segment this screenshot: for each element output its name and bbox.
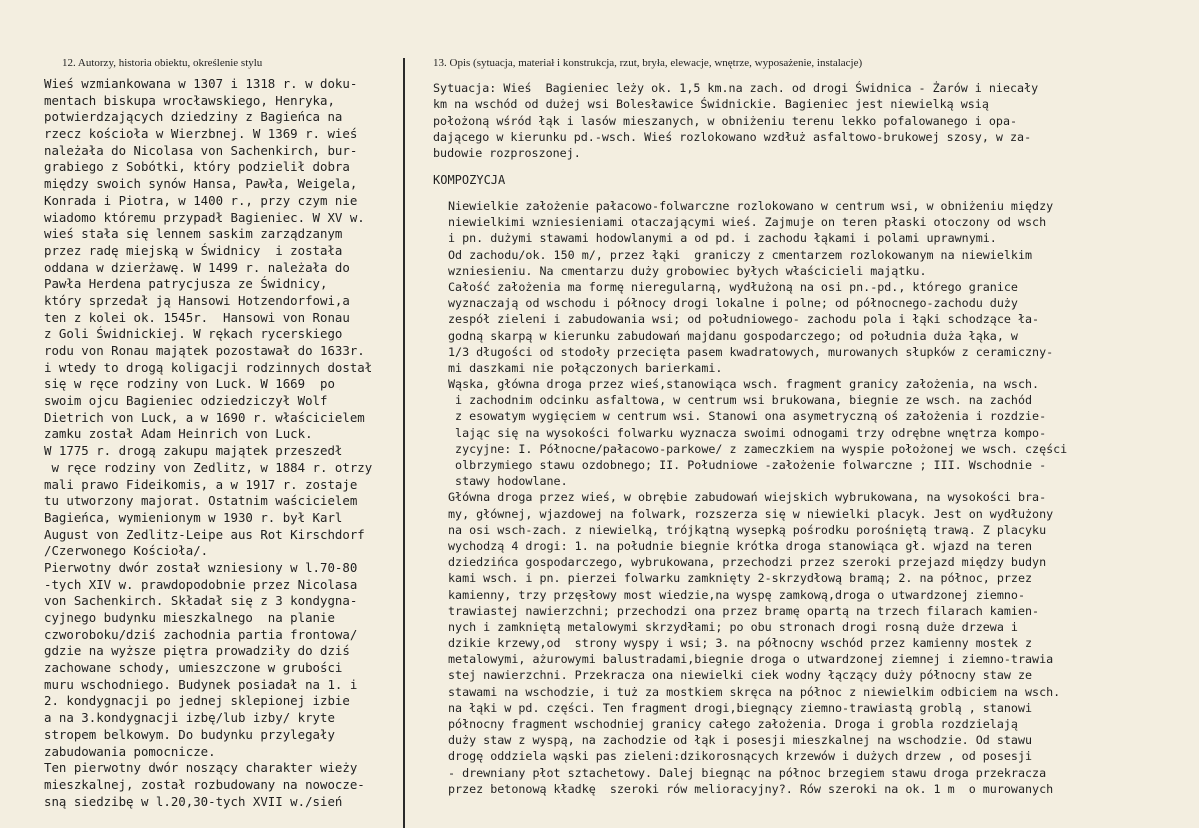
text-line: duży staw z wyspą, na zachodzie od łąk i posesji mieszkalnej na wschodzie. Od stawu — [448, 733, 1033, 748]
right-column-header: 13. Opis (sytuacja, materiał i konstrukcja, rzut, bryła, elewacje, wnętrze, wyposażenie, instalacje) — [433, 57, 863, 69]
text-line: /Czerwonego Kościoła/. — [44, 543, 209, 559]
left-column-header: 12. Autorzy, historia obiektu, określenie stylu — [62, 57, 263, 69]
text-line: potwierdzających dziedziny z Bagieńca na — [44, 109, 343, 125]
text-line: von Sachenkirch. Składał się z 3 kondygna- — [44, 593, 358, 609]
text-line: dziedzińca gospodarczego, wybrukowana, przechodzi przez szeroki przejazd między budyn — [448, 555, 1047, 570]
text-line: Całość założenia ma formę nieregularną, wydłużoną na osi pn.-pd., którego granice — [448, 279, 1018, 294]
text-line: drogę oddziela wąski pas zieleni:dzikorosnących krzewów i dużych drzew , od posesji — [448, 749, 1033, 764]
text-line: 1/3 długości od stodoły przecięta pasem kwadratowych, murowanych słupków z ceramiczny- — [448, 344, 1054, 359]
text-line: Wąska, główna droga przez wieś,stanowiąca wsch. fragment granicy założenia, na wsch. — [448, 377, 1040, 392]
text-line: z esowatym wygięciem w centrum wsi. Stanowi ona asymetryczną oś założenia i rozdzie- — [448, 409, 1047, 424]
text-line: Pawła Herdena patrycjusza ze Świdnicy, — [44, 276, 328, 292]
text-line: wieś stała się lennem saskim zarządzanym — [44, 226, 343, 242]
text-line: Główna droga przez wieś, w obrębie zabudowań wiejskich wybrukowana, na wysokości bra- — [448, 490, 1047, 505]
text-line: swoim ojcu Bagieniec odziedziczył Wolf — [44, 393, 328, 409]
situation-text — [433, 80, 1185, 161]
text-line: wychodzą 4 drogi: 1. na południe biegnie krótka droga stanowiąca gł. wjazd na teren — [448, 538, 1033, 553]
text-line: metalowymi, ażurowymi balustradami,biegnie droga o utwardzonej ziemnej i ziemno-trawia — [448, 652, 1054, 667]
text-line: tu utworzony majorat. Ostatnim waścicielem — [44, 493, 358, 509]
text-line: rzecz kościoła w Wierzbnej. W 1369 r. wieś — [44, 126, 358, 142]
text-line: między swoich synów Hansa, Pawła, Weigela, — [44, 176, 358, 192]
text-line: km na wschód od dużej wsi Bolesławice Świdnickie. Bagieniec jest niewielką wsią — [433, 97, 989, 112]
text-line: - drewniany płot sztachetowy. Dalej biegnąc na północ brzegiem stawu droga przekracza — [448, 765, 1047, 780]
text-line: stawy hodowlane. — [448, 474, 568, 489]
text-line: trawiastej nawierzchni; przechodzi ona przez bramę opartą na trzech filarach kamien- — [448, 603, 1040, 618]
text-line: 2. kondygnacji po jednej sklepionej izbie — [44, 693, 350, 709]
text-line: stawami na wschodzie, i tuż za mostkiem skręca na północ z niewielkim odbiciem na wsch. — [448, 684, 1061, 699]
text-line: przez radę miejską w Świdnicy i została — [44, 242, 343, 258]
text-line: zespół zieleni i zabudowania wsi; od południowego- zachodu pola i łąki schodzące ła- — [448, 312, 1040, 327]
composition-heading: KOMPOZYCJA — [433, 173, 506, 187]
text-line: Od zachodu/ok. 150 m/, przez łąki graniczy z cmentarzem rozlokowanym na niewielkim — [448, 247, 1033, 262]
text-line: rodu von Ronau majątek pozostawał do 1633r. — [44, 343, 365, 358]
text-line: który sprzedał ją Hansowi Hotzendorfowi,a — [44, 292, 350, 308]
text-line: Pierwotny dwór został wzniesiony w l.70-80 — [44, 559, 358, 575]
text-line: położoną wśród łąk i lasów mieszanych, w obniżeniu terenu lekko pofalowanego i opa- — [433, 113, 1018, 128]
text-line: muru wschodniego. Budynek posiadał na 1. i — [44, 676, 358, 692]
text-line: -tych XIV w. prawdopodobnie przez Nicolasa — [44, 576, 358, 592]
text-line: zachowane schody, umieszczone w grubości — [44, 660, 343, 676]
text-line: przez betonową kładkę szeroki rów melioracyjny?. Rów szeroki na ok. 1 m o murowanych — [448, 781, 1054, 796]
text-line: lając się na wysokości folwarku wyznacza swoimi odnogami trzy odrębne wnętrza kompo- — [448, 425, 1047, 440]
text-line: grabiego z Sobótki, który podzielił dobra — [44, 159, 350, 175]
text-line: ten z kolei ok. 1545r. Hansowi von Ronau — [44, 309, 350, 325]
text-line: kamienny, trzy przęsłowy most wiedzie,na wyspę zamkową,droga o utwardzonej ziemno- — [448, 587, 1025, 602]
text-line: z Goli Świdnickiej. W rękach rycerskiego — [44, 326, 343, 342]
composition-text — [448, 198, 1190, 797]
text-line: wyznaczają od wschodu i północy drogi lokalne i polne; od północnego-zachodu duży — [448, 296, 1018, 311]
text-line: my, głównej, wjazdowej na folwark, rozszerza się w niewielki placyk. Jest on wydłużony — [448, 506, 1054, 521]
text-line: dającego w kierunku pd.-wsch. Wieś rozlokowano wzdłuż asfaltowo-brukowej szosy, w za- — [433, 129, 1032, 144]
text-line: budowie rozproszonej. — [433, 146, 581, 161]
text-line: wiadomo któremu przypadł Bagieniec. W XV w. — [44, 209, 365, 225]
text-line: dzikie krzewy,od strony wyspy i wsi; 3. na północny wschód przez kamienny mostek z — [448, 636, 1033, 651]
text-line: mieszkalnej, został rozbudowany na nowocze- — [44, 776, 365, 792]
text-line: zycyjne: I. Północne/pałacowo-parkowe/ z zameczkiem na wyspie położonej we wsch. części — [448, 441, 1068, 456]
text-line: zabudowania pomocnicze. — [44, 743, 216, 759]
text-line: Wieś wzmiankowana w 1307 i 1318 r. w doku- — [44, 76, 358, 91]
text-line: i wtedy to drogą koligacji rodzinnych dostał — [44, 359, 373, 375]
text-line: oddana w dzierżawę. W 1499 r. należała do — [44, 259, 350, 275]
text-line: gdzie na wyższe piętra prowadziły do dziś — [44, 643, 350, 659]
text-line: na osi wsch-zach. z niewielką, trójkątną wysepką pośrodku porośniętą trawą. Z placyku — [448, 522, 1047, 537]
text-line: sną siedzibę w l.20,30-tych XVII w./sień — [44, 793, 343, 809]
text-line: zamku został Adam Heinrich von Luck. — [44, 426, 313, 442]
text-line: na łąki w pd. części. Ten fragment drogi,biegnący ziemno-trawiastą groblą , stanowi — [448, 700, 1033, 715]
text-line: August von Zedlitz-Leipe aus Rot Kirschdorf — [44, 526, 365, 542]
text-line: mentach biskupa wrocławskiego, Henryka, — [44, 92, 335, 108]
text-line: i zachodnim odcinku asfaltowa, w centrum wsi brukowana, biegnie ze wsch. na zachód — [448, 393, 1033, 408]
history-text — [44, 76, 400, 810]
text-line: stej nawierzchni. Przekracza ona niewielki ciek wodny łączący duży północny staw ze — [448, 668, 1033, 683]
text-line: mali prawo Fideikomis, a w 1917 r. zostaje — [44, 476, 358, 492]
text-line: się w ręce rodziny von Luck. W 1669 po — [44, 376, 335, 392]
column-divider — [403, 58, 405, 828]
text-line: w ręce rodziny von Zedlitz, w 1884 r. otrzy — [44, 459, 373, 475]
text-line: Ten pierwotny dwór noszący charakter wieży — [44, 760, 358, 776]
text-line: Konrada i Piotra, w 1400 r., przy czym nie — [44, 192, 358, 208]
text-line: kami wsch. i pn. pierzei folwarku zamknięty 2-skrzydłową bramą; 2. na północ, przez — [448, 571, 1033, 586]
text-line: Niewielkie założenie pałacowo-folwarczne rozlokowano w centrum wsi, w obniżeniu między — [448, 199, 1054, 213]
text-line: W 1775 r. drogą zakupu majątek przeszedł — [44, 443, 343, 459]
text-line: czworoboku/dziś zachodnia partia frontowa/ — [44, 626, 358, 642]
text-line: i pn. dużymi stawami hodowlanymi a od pd. i zachodu łąkami i polami uprawnymi. — [448, 231, 997, 246]
text-line: olbrzymiego stawu ozdobnego; II. Południowe -założenie folwarczne ; III. Wschodnie - — [448, 458, 1047, 472]
text-line: a na 3.kondygnacji izbę/lub izby/ kryte — [44, 710, 335, 726]
text-line: Sytuacja: Wieś Bagieniec leży ok. 1,5 km.na zach. od drogi Świdnica - Żarów i niecały — [433, 81, 1039, 95]
text-line: stropem belkowym. Do budynku przylegały — [44, 726, 335, 742]
text-line: Bagieńca, wymienionym w 1930 r. był Karl — [44, 509, 343, 525]
text-line: niewielkimi wzniesieniami otaczającymi wieś. Zajmuje on teren płaski otoczony od wsch — [448, 215, 1047, 230]
text-line: mi daszkami nie połączonych barierkami. — [448, 360, 723, 375]
text-line: nych i zamkniętą metalowymi skrzydłami; po obu stronach drogi rosną duże drzewa i — [448, 619, 1018, 634]
text-line: północny fragment wschodniej granicy całego założenia. Droga i grobla rozdzielają — [448, 717, 1018, 731]
text-line: wzniesieniu. Na cmentarzu duży grobowiec byłych właścicieli majątku. — [448, 263, 927, 278]
text-line: godną skarpą w kierunku zabudowań majdanu gospodarczego; od południa duża łąka, w — [448, 328, 1018, 343]
text-line: Dietrich von Luck, a w 1690 r. właścicielem — [44, 409, 365, 425]
text-line: należała do Nicolasa von Sachenkirch, bur- — [44, 142, 358, 158]
text-line: cyjnego budynku mieszkalnego na planie — [44, 610, 335, 625]
